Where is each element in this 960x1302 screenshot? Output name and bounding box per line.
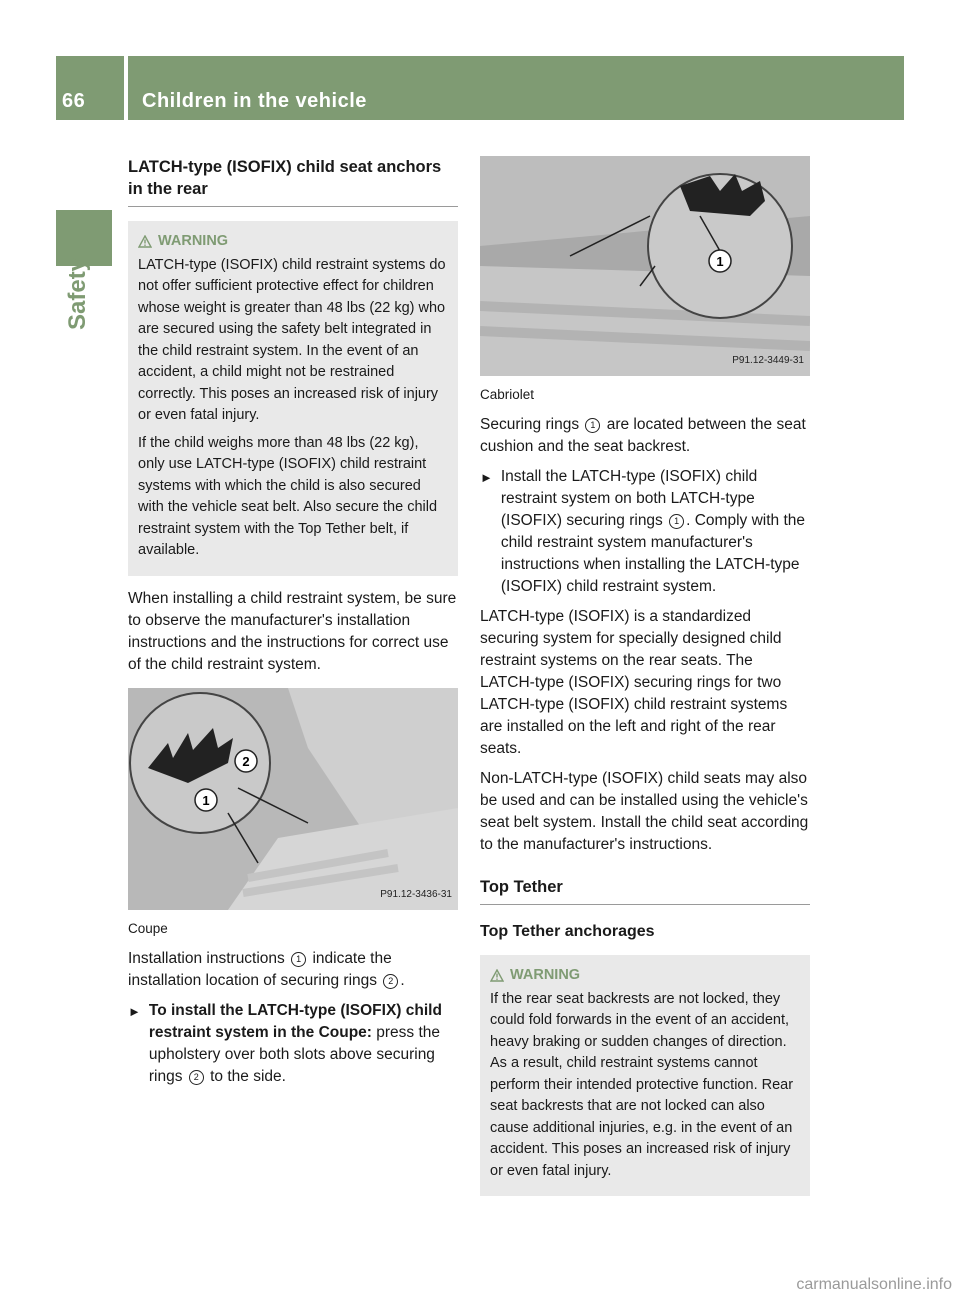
instructions-text-b: indicate the installation location of securing rings xyxy=(128,949,392,989)
warning-text-1: LATCH-type (ISOFIX) child restraint systems do not offer sufficient protective effect for children whose weight is greater than 48 lbs (22 kg) who are secured using the safety belt integrated in the child restraint system. In the event of an accident, a child might not be restrained correctly. This poses an increased risk of injury or even fatal injury. xyxy=(138,256,446,423)
warning-triangle-icon xyxy=(490,969,504,982)
instructions-text-c: . xyxy=(400,971,405,989)
step-rest-a: press the upholstery over both slots above securing rings xyxy=(148,1023,441,1085)
image-caption: Cabriolet xyxy=(480,387,535,402)
step-text-a: Install the LATCH-type (ISOFIX) child restraint system on both LATCH-type (ISOFIX) securing rings xyxy=(500,468,758,529)
sidebar-label: Safety xyxy=(64,257,91,330)
paragraph-non-latch: Non-LATCH-type (ISOFIX) child seats may also be used and can be installed using the vehicle's seat belt system. Install the child seat according to the manufacturer's instructions. xyxy=(480,770,809,853)
warning-box xyxy=(128,221,458,576)
warning-title xyxy=(138,231,448,253)
instruction-step xyxy=(128,1000,458,1088)
warning-box xyxy=(480,955,810,1196)
reference-1: 1 xyxy=(669,514,684,529)
section-title: Children in the vehicle xyxy=(142,90,367,112)
reference-1: 1 xyxy=(291,952,306,967)
step-text xyxy=(501,466,810,598)
arrow-icon: ► xyxy=(128,1003,141,1019)
paragraph-instructions xyxy=(128,948,458,992)
warning-text-2: If the child weighs more than 48 lbs (22 kg), only use LATCH-type (ISOFIX) child restraint systems with which the child is also secured with the vehicle seat belt. Also secure the child restraint system with the Top Tether belt, if available. xyxy=(138,434,438,558)
image-code: P91.12-3449-31 xyxy=(732,355,804,366)
instruction-step xyxy=(480,466,810,598)
step-text xyxy=(149,1000,458,1088)
step-text-b: . Comply with the child restraint system manufacturer's instructions when installing the LATCH-type (ISOFIX) child restraint system. xyxy=(500,512,806,595)
image-code: P91.12-3436-31 xyxy=(380,888,452,900)
securing-text-b: are located between the seat cushion and the seat backrest. xyxy=(480,416,806,455)
image-callout-2: 2 xyxy=(242,753,250,769)
reference-1: 1 xyxy=(585,418,600,433)
reference-2: 2 xyxy=(189,1070,204,1085)
section-heading: LATCH-type (ISOFIX) child seat anchors in the rear xyxy=(128,156,458,207)
page-number: 66 xyxy=(62,90,86,112)
step-rest-b: to the side. xyxy=(210,1067,286,1085)
warning-triangle-icon xyxy=(138,235,152,248)
warning-title-text: WARNING xyxy=(510,967,581,983)
cabriolet-seat-image xyxy=(480,156,810,376)
step-bold: To install the LATCH-type (ISOFIX) child restraint system in the Coupe: xyxy=(148,1001,442,1041)
image-callout-1: 1 xyxy=(716,254,724,269)
warning-title xyxy=(490,965,800,987)
left-column xyxy=(128,156,458,1096)
arrow-icon: ► xyxy=(480,470,493,485)
coupe-seat-illustration xyxy=(128,688,458,910)
coupe-seat-image xyxy=(128,688,458,910)
warning-title-text: WARNING xyxy=(158,233,229,249)
image-callout-1: 1 xyxy=(202,792,210,808)
paragraph-securing-rings xyxy=(480,414,810,458)
top-tether-heading: Top Tether xyxy=(480,876,810,905)
watermark: carmanualsonline.info xyxy=(796,1276,952,1293)
securing-text-a: Securing rings xyxy=(480,416,580,433)
right-column xyxy=(480,156,810,1208)
reference-2: 2 xyxy=(383,974,398,989)
paragraph-latch-standard: LATCH-type (ISOFIX) is a standardized securing system for specially designed child restraint systems on the rear seats. The LATCH-type (ISOFIX) securing rings for two LATCH-type (ISOFIX) child restraint systems are installed on the left and right of the rear seats. xyxy=(480,608,788,757)
paragraph-installing: When installing a child restraint system, be sure to observe the manufacturer's installation instructions and the instructions for correct use of the child restraint system. xyxy=(128,589,457,673)
instructions-text-a: Installation instructions xyxy=(128,949,285,967)
image-caption: Coupe xyxy=(128,920,168,936)
warning-text: If the rear seat backrests are not locked, they could fold forwards in the event of an accident, heavy braking or sudden changes of direction. As a result, child restraint systems cannot perform their intended protective function. Rear seat backrests that are not locked can also cause additional injuries, e.g. in the event of an accident. This poses an increased risk of injury or even fatal injury. xyxy=(490,990,794,1179)
cabriolet-seat-illustration xyxy=(480,156,810,376)
top-tether-subheading: Top Tether anchorages xyxy=(480,923,655,940)
